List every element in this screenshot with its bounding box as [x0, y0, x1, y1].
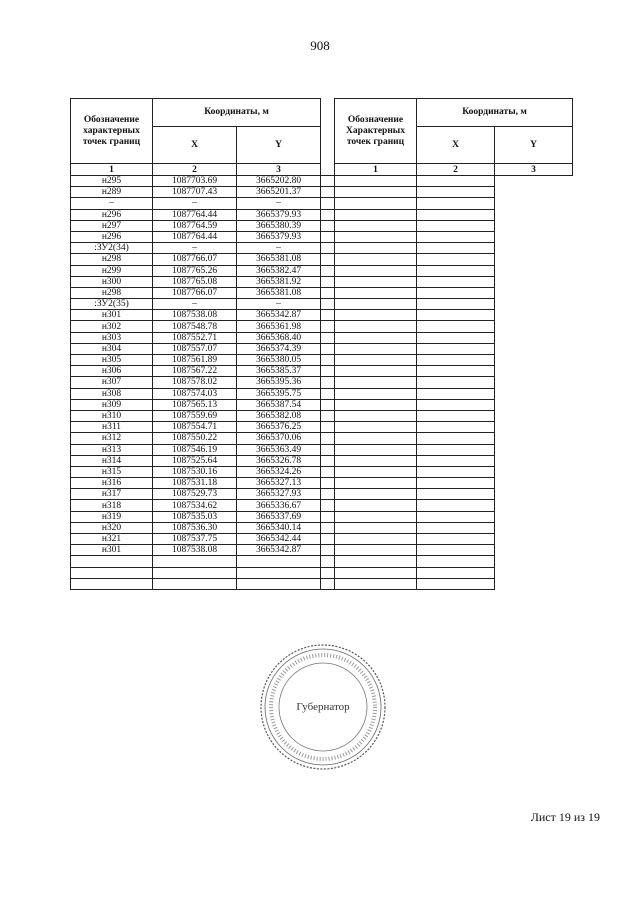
right-x-coordinate-cell: [335, 455, 417, 466]
right-x-coordinate-cell: [335, 176, 417, 187]
right-y-coordinate-cell: [417, 534, 495, 545]
right-x-coordinate-cell: [335, 231, 417, 242]
table-row: [71, 511, 573, 522]
right-y-coordinate-cell: [417, 578, 495, 589]
right-y-coordinate-cell: [417, 410, 495, 421]
point-name-cell: н319: [71, 511, 153, 522]
table-row: [71, 299, 573, 310]
right-coordinates-header: Координаты, м: [417, 99, 573, 127]
x-coordinate-cell: 1087766.07: [153, 254, 237, 265]
right-y-coordinate-cell: [417, 321, 495, 332]
right-x-coordinate-cell: [335, 511, 417, 522]
right-y-coordinate-cell: [417, 276, 495, 287]
table-row: [71, 466, 573, 477]
x-coordinate-cell: 1087538.08: [153, 310, 237, 321]
y-coordinate-cell: 3665336.67: [237, 500, 321, 511]
y-coordinate-cell: 3665327.93: [237, 489, 321, 500]
right-x-coordinate-cell: [335, 355, 417, 366]
y-coordinate-cell: 3665342.87: [237, 310, 321, 321]
x-coordinate-cell: 1087537.75: [153, 534, 237, 545]
right-designation-header: Обозначение Характерных точек границ: [335, 99, 417, 164]
right-point-name-cell: [321, 489, 335, 500]
y-coordinate-cell: [237, 567, 321, 578]
right-x-coordinate-cell: [335, 332, 417, 343]
right-point-name-cell: [321, 377, 335, 388]
y-coordinate-cell: 3665201.37: [237, 187, 321, 198]
y-coordinate-cell: 3665342.87: [237, 545, 321, 556]
right-y-coordinate-cell: [417, 355, 495, 366]
right-point-name-cell: [321, 567, 335, 578]
right-y-coordinate-cell: [417, 176, 495, 187]
x-coordinate-cell: 1087703.69: [153, 176, 237, 187]
right-x-coordinate-cell: [335, 433, 417, 444]
point-name-cell: –: [71, 198, 153, 209]
table-row: [71, 489, 573, 500]
right-point-name-cell: [321, 187, 335, 198]
right-x-coordinate-cell: [335, 209, 417, 220]
point-name-cell: [71, 578, 153, 589]
right-x-coordinate-cell: [335, 276, 417, 287]
point-name-cell: н300: [71, 276, 153, 287]
right-x-coordinate-cell: [335, 299, 417, 310]
point-name-cell: н312: [71, 433, 153, 444]
point-name-cell: н315: [71, 466, 153, 477]
right-y-coordinate-cell: [417, 377, 495, 388]
table-row: [71, 478, 573, 489]
right-y-coordinate-cell: [417, 511, 495, 522]
right-y-coordinate-cell: [417, 220, 495, 231]
point-name-cell: :ЗУ2(34): [71, 243, 153, 254]
point-name-cell: н297: [71, 220, 153, 231]
page-number: 908: [310, 38, 330, 53]
point-name-cell: н309: [71, 399, 153, 410]
right-x-coordinate-cell: [335, 422, 417, 433]
right-y-coordinate-cell: [417, 399, 495, 410]
right-x-coordinate-cell: [335, 399, 417, 410]
right-x-coordinate-cell: [335, 198, 417, 209]
x-coordinate-cell: 1087567.22: [153, 366, 237, 377]
x-coordinate-cell: [153, 578, 237, 589]
x-coordinate-cell: 1087534.62: [153, 500, 237, 511]
right-y-coordinate-cell: [417, 433, 495, 444]
right-x-coordinate-cell: [335, 556, 417, 567]
x-coordinate-cell: –: [153, 243, 237, 254]
x-coordinate-cell: 1087538.08: [153, 545, 237, 556]
y-coordinate-cell: 3665368.40: [237, 332, 321, 343]
point-name-cell: н298: [71, 287, 153, 298]
right-y-coordinate-cell: [417, 500, 495, 511]
right-y-coordinate-cell: [417, 332, 495, 343]
point-name-cell: н296: [71, 231, 153, 242]
right-x-coordinate-cell: [335, 567, 417, 578]
point-name-cell: н305: [71, 355, 153, 366]
table-row: [71, 265, 573, 276]
table-row: [71, 422, 573, 433]
x-coordinate-cell: 1087535.03: [153, 511, 237, 522]
right-point-name-cell: [321, 209, 335, 220]
x-coordinate-cell: 1087707.43: [153, 187, 237, 198]
y-coordinate-cell: –: [237, 198, 321, 209]
point-name-cell: н318: [71, 500, 153, 511]
right-x-coordinate-cell: [335, 478, 417, 489]
right-point-name-cell: [321, 478, 335, 489]
table-row: [71, 366, 573, 377]
table-row: [71, 534, 573, 545]
x-coordinate-cell: 1087552.71: [153, 332, 237, 343]
right-point-name-cell: [321, 388, 335, 399]
y-coordinate-cell: 3665337.69: [237, 511, 321, 522]
x-coordinate-cell: 1087578.02: [153, 377, 237, 388]
table-row: [71, 276, 573, 287]
table-row: [71, 287, 573, 298]
right-point-name-cell: [321, 243, 335, 254]
x-coordinate-cell: 1087765.08: [153, 276, 237, 287]
table-row: [71, 332, 573, 343]
right-x-coordinate-cell: [335, 534, 417, 545]
table-row: [71, 455, 573, 466]
left-col-number-2: 2: [153, 164, 237, 176]
right-point-name-cell: [321, 410, 335, 421]
right-point-name-cell: [321, 321, 335, 332]
point-name-cell: н321: [71, 534, 153, 545]
right-x-coordinate-cell: [335, 310, 417, 321]
table-row: [71, 355, 573, 366]
point-name-cell: н320: [71, 522, 153, 533]
point-name-cell: н314: [71, 455, 153, 466]
right-y-coordinate-cell: [417, 198, 495, 209]
point-name-cell: н295: [71, 176, 153, 187]
coordinates-table-wrap: [70, 98, 572, 590]
sheet-label: Лист 19 из 19: [530, 810, 600, 824]
left-designation-header: Обозначение характерных точек границ: [71, 99, 153, 164]
right-col-number-3: 3: [495, 164, 573, 176]
right-point-name-cell: [321, 433, 335, 444]
right-y-coordinate-cell: [417, 478, 495, 489]
x-coordinate-cell: 1087557.07: [153, 343, 237, 354]
table-row: [71, 231, 573, 242]
right-point-name-cell: [321, 220, 335, 231]
y-coordinate-cell: 3665395.75: [237, 388, 321, 399]
right-y-coordinate-cell: [417, 444, 495, 455]
right-y-coordinate-cell: [417, 388, 495, 399]
right-point-name-cell: [321, 511, 335, 522]
right-x-coordinate-cell: [335, 500, 417, 511]
left-y-header: Y: [237, 127, 321, 164]
right-y-coordinate-cell: [417, 422, 495, 433]
right-y-coordinate-cell: [417, 567, 495, 578]
x-coordinate-cell: 1087561.89: [153, 355, 237, 366]
point-name-cell: н307: [71, 377, 153, 388]
right-x-coordinate-cell: [335, 466, 417, 477]
right-y-coordinate-cell: [417, 287, 495, 298]
y-coordinate-cell: 3665340.14: [237, 522, 321, 533]
right-x-coordinate-cell: [335, 321, 417, 332]
x-coordinate-cell: 1087766.07: [153, 287, 237, 298]
left-col-number-1: 1: [71, 164, 153, 176]
right-point-name-cell: [321, 366, 335, 377]
x-coordinate-cell: 1087574.03: [153, 388, 237, 399]
x-coordinate-cell: 1087550.22: [153, 433, 237, 444]
y-coordinate-cell: 3665363.49: [237, 444, 321, 455]
right-y-coordinate-cell: [417, 310, 495, 321]
y-coordinate-cell: –: [237, 299, 321, 310]
point-name-cell: н301: [71, 545, 153, 556]
right-point-name-cell: [321, 343, 335, 354]
x-coordinate-cell: 1087554.71: [153, 422, 237, 433]
right-point-name-cell: [321, 578, 335, 589]
point-name-cell: н306: [71, 366, 153, 377]
point-name-cell: н304: [71, 343, 153, 354]
official-seal: [258, 642, 388, 772]
right-point-name-cell: [321, 545, 335, 556]
left-x-header: X: [153, 127, 237, 164]
right-x-coordinate-cell: [335, 243, 417, 254]
point-name-cell: :ЗУ2(35): [71, 299, 153, 310]
x-coordinate-cell: –: [153, 198, 237, 209]
right-y-coordinate-cell: [417, 366, 495, 377]
table-row: [71, 377, 573, 388]
right-point-name-cell: [321, 176, 335, 187]
right-point-name-cell: [321, 522, 335, 533]
y-coordinate-cell: 3665381.08: [237, 254, 321, 265]
y-coordinate-cell: 3665382.08: [237, 410, 321, 421]
y-coordinate-cell: 3665381.92: [237, 276, 321, 287]
right-point-name-cell: [321, 355, 335, 366]
x-coordinate-cell: 1087525.64: [153, 455, 237, 466]
right-y-coordinate-cell: [417, 299, 495, 310]
right-point-name-cell: [321, 444, 335, 455]
right-point-name-cell: [321, 254, 335, 265]
table-row: [71, 388, 573, 399]
right-point-name-cell: [321, 299, 335, 310]
table-row: [71, 220, 573, 231]
right-y-coordinate-cell: [417, 254, 495, 265]
left-col-number-3: 3: [237, 164, 321, 176]
x-coordinate-cell: 1087565.13: [153, 399, 237, 410]
table-row: [71, 500, 573, 511]
right-x-coordinate-cell: [335, 265, 417, 276]
x-coordinate-cell: 1087546.19: [153, 444, 237, 455]
right-point-name-cell: [321, 276, 335, 287]
point-name-cell: [71, 556, 153, 567]
table-row: [71, 433, 573, 444]
y-coordinate-cell: 3665380.05: [237, 355, 321, 366]
table-row: [71, 187, 573, 198]
x-coordinate-cell: –: [153, 299, 237, 310]
right-x-coordinate-cell: [335, 444, 417, 455]
right-x-coordinate-cell: [335, 366, 417, 377]
coordinates-table: [70, 98, 573, 590]
right-x-header: X: [417, 127, 495, 164]
table-row: [71, 321, 573, 332]
point-name-cell: н302: [71, 321, 153, 332]
right-point-name-cell: [321, 534, 335, 545]
point-name-cell: [71, 567, 153, 578]
x-coordinate-cell: [153, 567, 237, 578]
table-body: [71, 176, 573, 590]
right-y-coordinate-cell: [417, 209, 495, 220]
table-row: [71, 522, 573, 533]
point-name-cell: н303: [71, 332, 153, 343]
table-row: [71, 545, 573, 556]
point-name-cell: н301: [71, 310, 153, 321]
right-col-number-2: 2: [417, 164, 495, 176]
right-point-name-cell: [321, 556, 335, 567]
x-coordinate-cell: 1087536.30: [153, 522, 237, 533]
y-coordinate-cell: 3665374.39: [237, 343, 321, 354]
seal-text: Губернатор: [296, 701, 350, 713]
right-x-coordinate-cell: [335, 287, 417, 298]
y-coordinate-cell: 3665385.37: [237, 366, 321, 377]
right-x-coordinate-cell: [335, 220, 417, 231]
right-point-name-cell: [321, 287, 335, 298]
right-point-name-cell: [321, 332, 335, 343]
y-coordinate-cell: 3665324.26: [237, 466, 321, 477]
column-gap: [321, 99, 335, 176]
x-coordinate-cell: 1087765.26: [153, 265, 237, 276]
y-coordinate-cell: 3665370.06: [237, 433, 321, 444]
right-x-coordinate-cell: [335, 545, 417, 556]
right-y-coordinate-cell: [417, 187, 495, 198]
x-coordinate-cell: 1087531.18: [153, 478, 237, 489]
left-coordinates-header: Координаты, м: [153, 99, 321, 127]
right-x-coordinate-cell: [335, 377, 417, 388]
right-point-name-cell: [321, 231, 335, 242]
point-name-cell: н311: [71, 422, 153, 433]
right-x-coordinate-cell: [335, 578, 417, 589]
x-coordinate-cell: 1087559.69: [153, 410, 237, 421]
table-row: [71, 254, 573, 265]
y-coordinate-cell: 3665380.39: [237, 220, 321, 231]
y-coordinate-cell: 3665327.13: [237, 478, 321, 489]
point-name-cell: н308: [71, 388, 153, 399]
right-y-coordinate-cell: [417, 265, 495, 276]
right-point-name-cell: [321, 500, 335, 511]
right-x-coordinate-cell: [335, 489, 417, 500]
right-y-coordinate-cell: [417, 545, 495, 556]
right-y-coordinate-cell: [417, 243, 495, 254]
table-row: [71, 310, 573, 321]
right-y-coordinate-cell: [417, 231, 495, 242]
y-coordinate-cell: 3665326.78: [237, 455, 321, 466]
right-x-coordinate-cell: [335, 187, 417, 198]
point-name-cell: н299: [71, 265, 153, 276]
point-name-cell: н298: [71, 254, 153, 265]
right-x-coordinate-cell: [335, 343, 417, 354]
x-coordinate-cell: 1087530.16: [153, 466, 237, 477]
table-row: [71, 578, 573, 589]
right-y-header: Y: [495, 127, 573, 164]
y-coordinate-cell: 3665395.36: [237, 377, 321, 388]
y-coordinate-cell: 3665382.47: [237, 265, 321, 276]
y-coordinate-cell: 3665379.93: [237, 231, 321, 242]
point-name-cell: н296: [71, 209, 153, 220]
table-row: [71, 444, 573, 455]
right-point-name-cell: [321, 455, 335, 466]
point-name-cell: н317: [71, 489, 153, 500]
y-coordinate-cell: 3665342.44: [237, 534, 321, 545]
y-coordinate-cell: 3665361.98: [237, 321, 321, 332]
x-coordinate-cell: 1087764.44: [153, 209, 237, 220]
table-row: [71, 399, 573, 410]
right-y-coordinate-cell: [417, 466, 495, 477]
y-coordinate-cell: 3665376.25: [237, 422, 321, 433]
table-row: [71, 343, 573, 354]
right-y-coordinate-cell: [417, 343, 495, 354]
right-x-coordinate-cell: [335, 254, 417, 265]
right-y-coordinate-cell: [417, 522, 495, 533]
right-point-name-cell: [321, 466, 335, 477]
right-point-name-cell: [321, 399, 335, 410]
x-coordinate-cell: 1087764.44: [153, 231, 237, 242]
x-coordinate-cell: 1087548.78: [153, 321, 237, 332]
right-point-name-cell: [321, 310, 335, 321]
table-row: [71, 567, 573, 578]
table-row: [71, 556, 573, 567]
table-row: [71, 410, 573, 421]
right-x-coordinate-cell: [335, 522, 417, 533]
point-name-cell: н316: [71, 478, 153, 489]
y-coordinate-cell: [237, 556, 321, 567]
y-coordinate-cell: 3665381.08: [237, 287, 321, 298]
table-row: [71, 176, 573, 187]
x-coordinate-cell: [153, 556, 237, 567]
right-y-coordinate-cell: [417, 489, 495, 500]
x-coordinate-cell: 1087529.73: [153, 489, 237, 500]
right-y-coordinate-cell: [417, 556, 495, 567]
y-coordinate-cell: 3665387.54: [237, 399, 321, 410]
point-name-cell: н310: [71, 410, 153, 421]
right-point-name-cell: [321, 198, 335, 209]
right-y-coordinate-cell: [417, 455, 495, 466]
table-row: [71, 209, 573, 220]
right-x-coordinate-cell: [335, 388, 417, 399]
y-coordinate-cell: [237, 578, 321, 589]
right-point-name-cell: [321, 422, 335, 433]
point-name-cell: н313: [71, 444, 153, 455]
right-col-number-1: 1: [335, 164, 417, 176]
table-row: [71, 243, 573, 254]
right-point-name-cell: [321, 265, 335, 276]
right-x-coordinate-cell: [335, 410, 417, 421]
y-coordinate-cell: 3665379.93: [237, 209, 321, 220]
point-name-cell: н289: [71, 187, 153, 198]
x-coordinate-cell: 1087764.59: [153, 220, 237, 231]
table-row: [71, 198, 573, 209]
y-coordinate-cell: –: [237, 243, 321, 254]
y-coordinate-cell: 3665202.80: [237, 176, 321, 187]
